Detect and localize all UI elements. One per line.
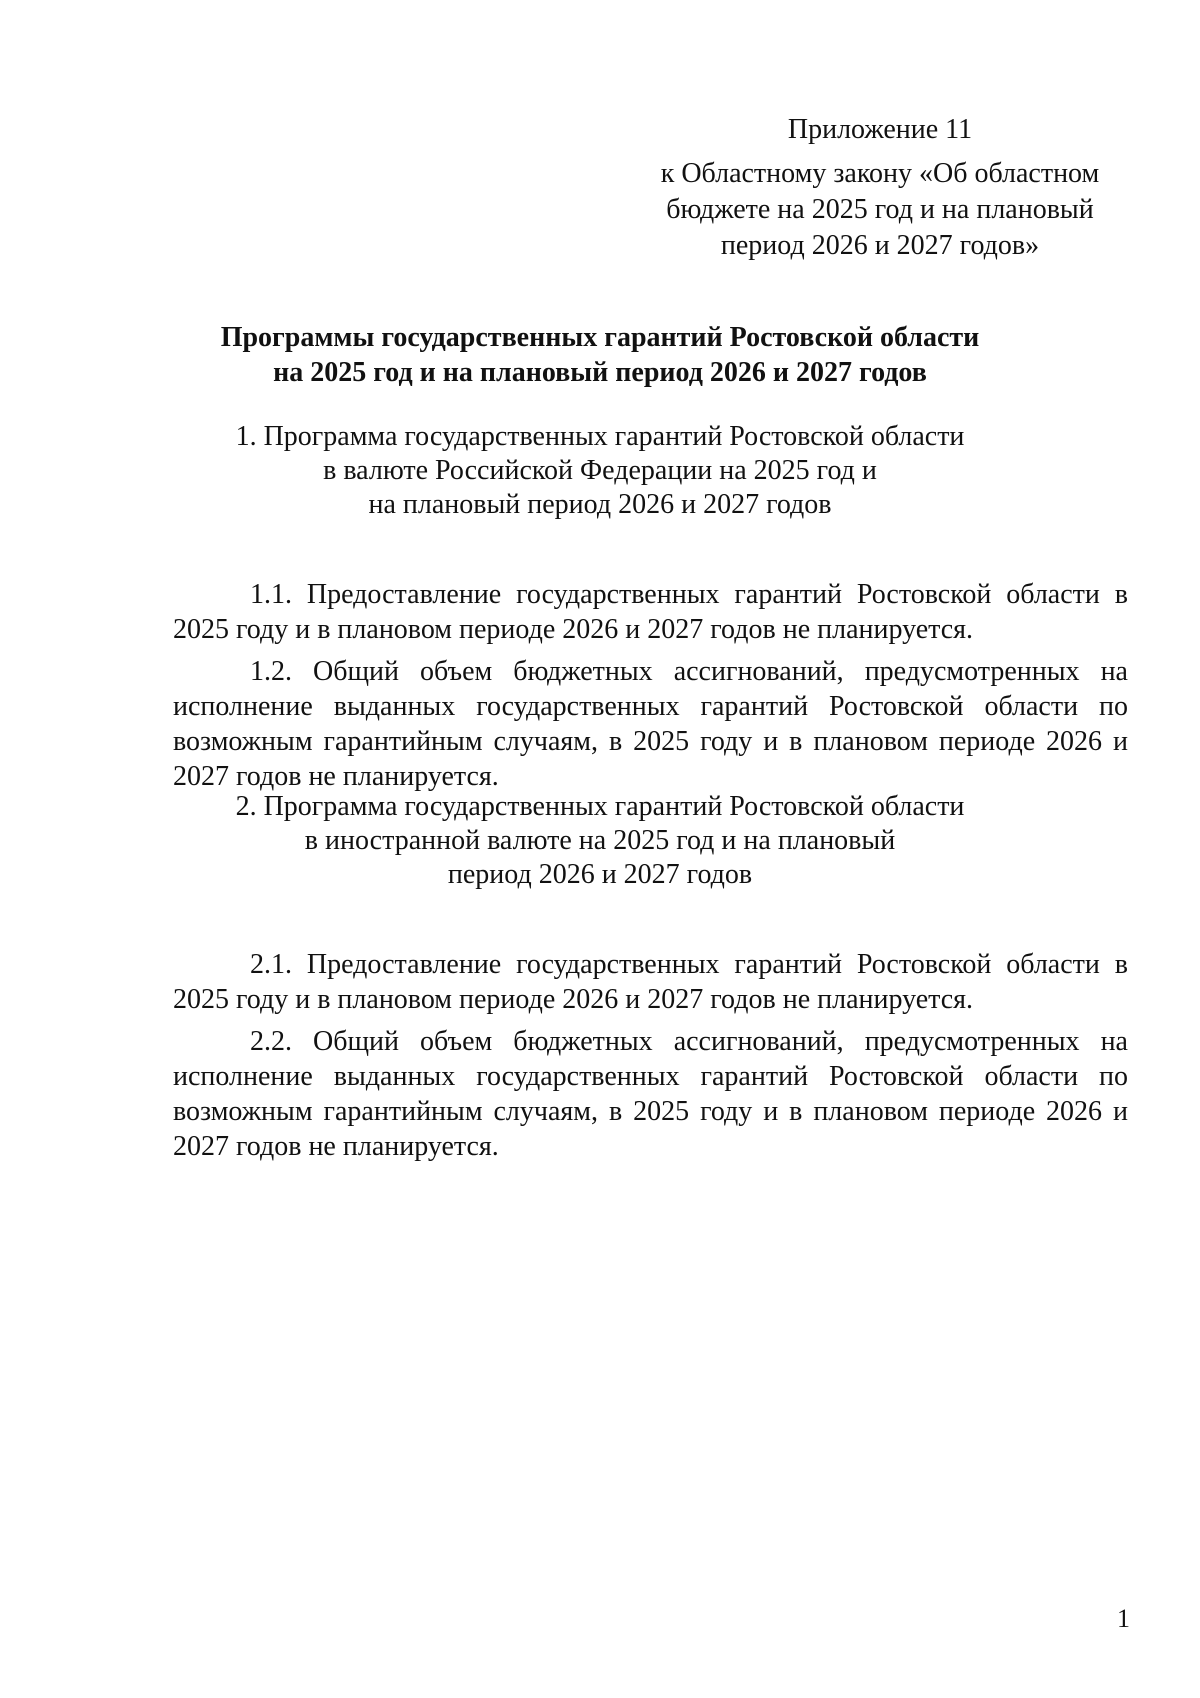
document-title-line: на 2025 год и на плановый период 2026 и 2027 годов [273, 357, 927, 388]
section-2-heading [150, 790, 1050, 892]
paragraph-2-2: 2.2. Общий объем бюджетных ассигнований, предусмотренных на исполнение выданных государственных гарантий Ростовской области по возможным гарантийным случаям, в 2025 году и в плановом периоде 2026 и 2027 годов не планируется. [173, 1026, 1128, 1162]
page-number: 1 [1117, 1604, 1130, 1633]
appendix-header [630, 112, 1130, 264]
appendix-line: бюджете на 2025 год и на плановый [666, 194, 1094, 225]
section-heading-line: 2. Программа государственных гарантий Ростовской области [235, 791, 965, 822]
section-heading-line: на плановый период 2026 и 2027 годов [368, 489, 832, 520]
appendix-line: период 2026 и 2027 годов» [720, 230, 1040, 261]
paragraph-1-2: 1.2. Общий объем бюджетных ассигнований, предусмотренных на исполнение выданных государственных гарантий Ростовской области по возможным гарантийным случаям, в 2025 году и в плановом периоде 2026 и 2027 годов не планируется. [173, 656, 1128, 792]
paragraph-2-1: 2.1. Предоставление государственных гарантий Ростовской области в 2025 году и в плановом периоде 2026 и 2027 годов не планируется. [173, 949, 1128, 1015]
section-heading-line: в валюте Российской Федерации на 2025 год и [323, 455, 877, 486]
document-title-line: Программы государственных гарантий Ростовской области [220, 322, 980, 353]
section-heading-line: 1. Программа государственных гарантий Ростовской области [235, 421, 965, 452]
appendix-line: к Областному закону «Об областном [660, 158, 1100, 189]
document-title [150, 320, 1050, 390]
section-heading-line: в иностранной валюте на 2025 год и на плановый [304, 825, 896, 856]
appendix-title: Приложение 11 [787, 114, 973, 145]
section-heading-line: период 2026 и 2027 годов [447, 859, 753, 890]
paragraph-1-1: 1.1. Предоставление государственных гарантий Ростовской области в 2025 году и в плановом периоде 2026 и 2027 годов не планируется. [173, 579, 1128, 645]
section-1-heading [150, 420, 1050, 522]
